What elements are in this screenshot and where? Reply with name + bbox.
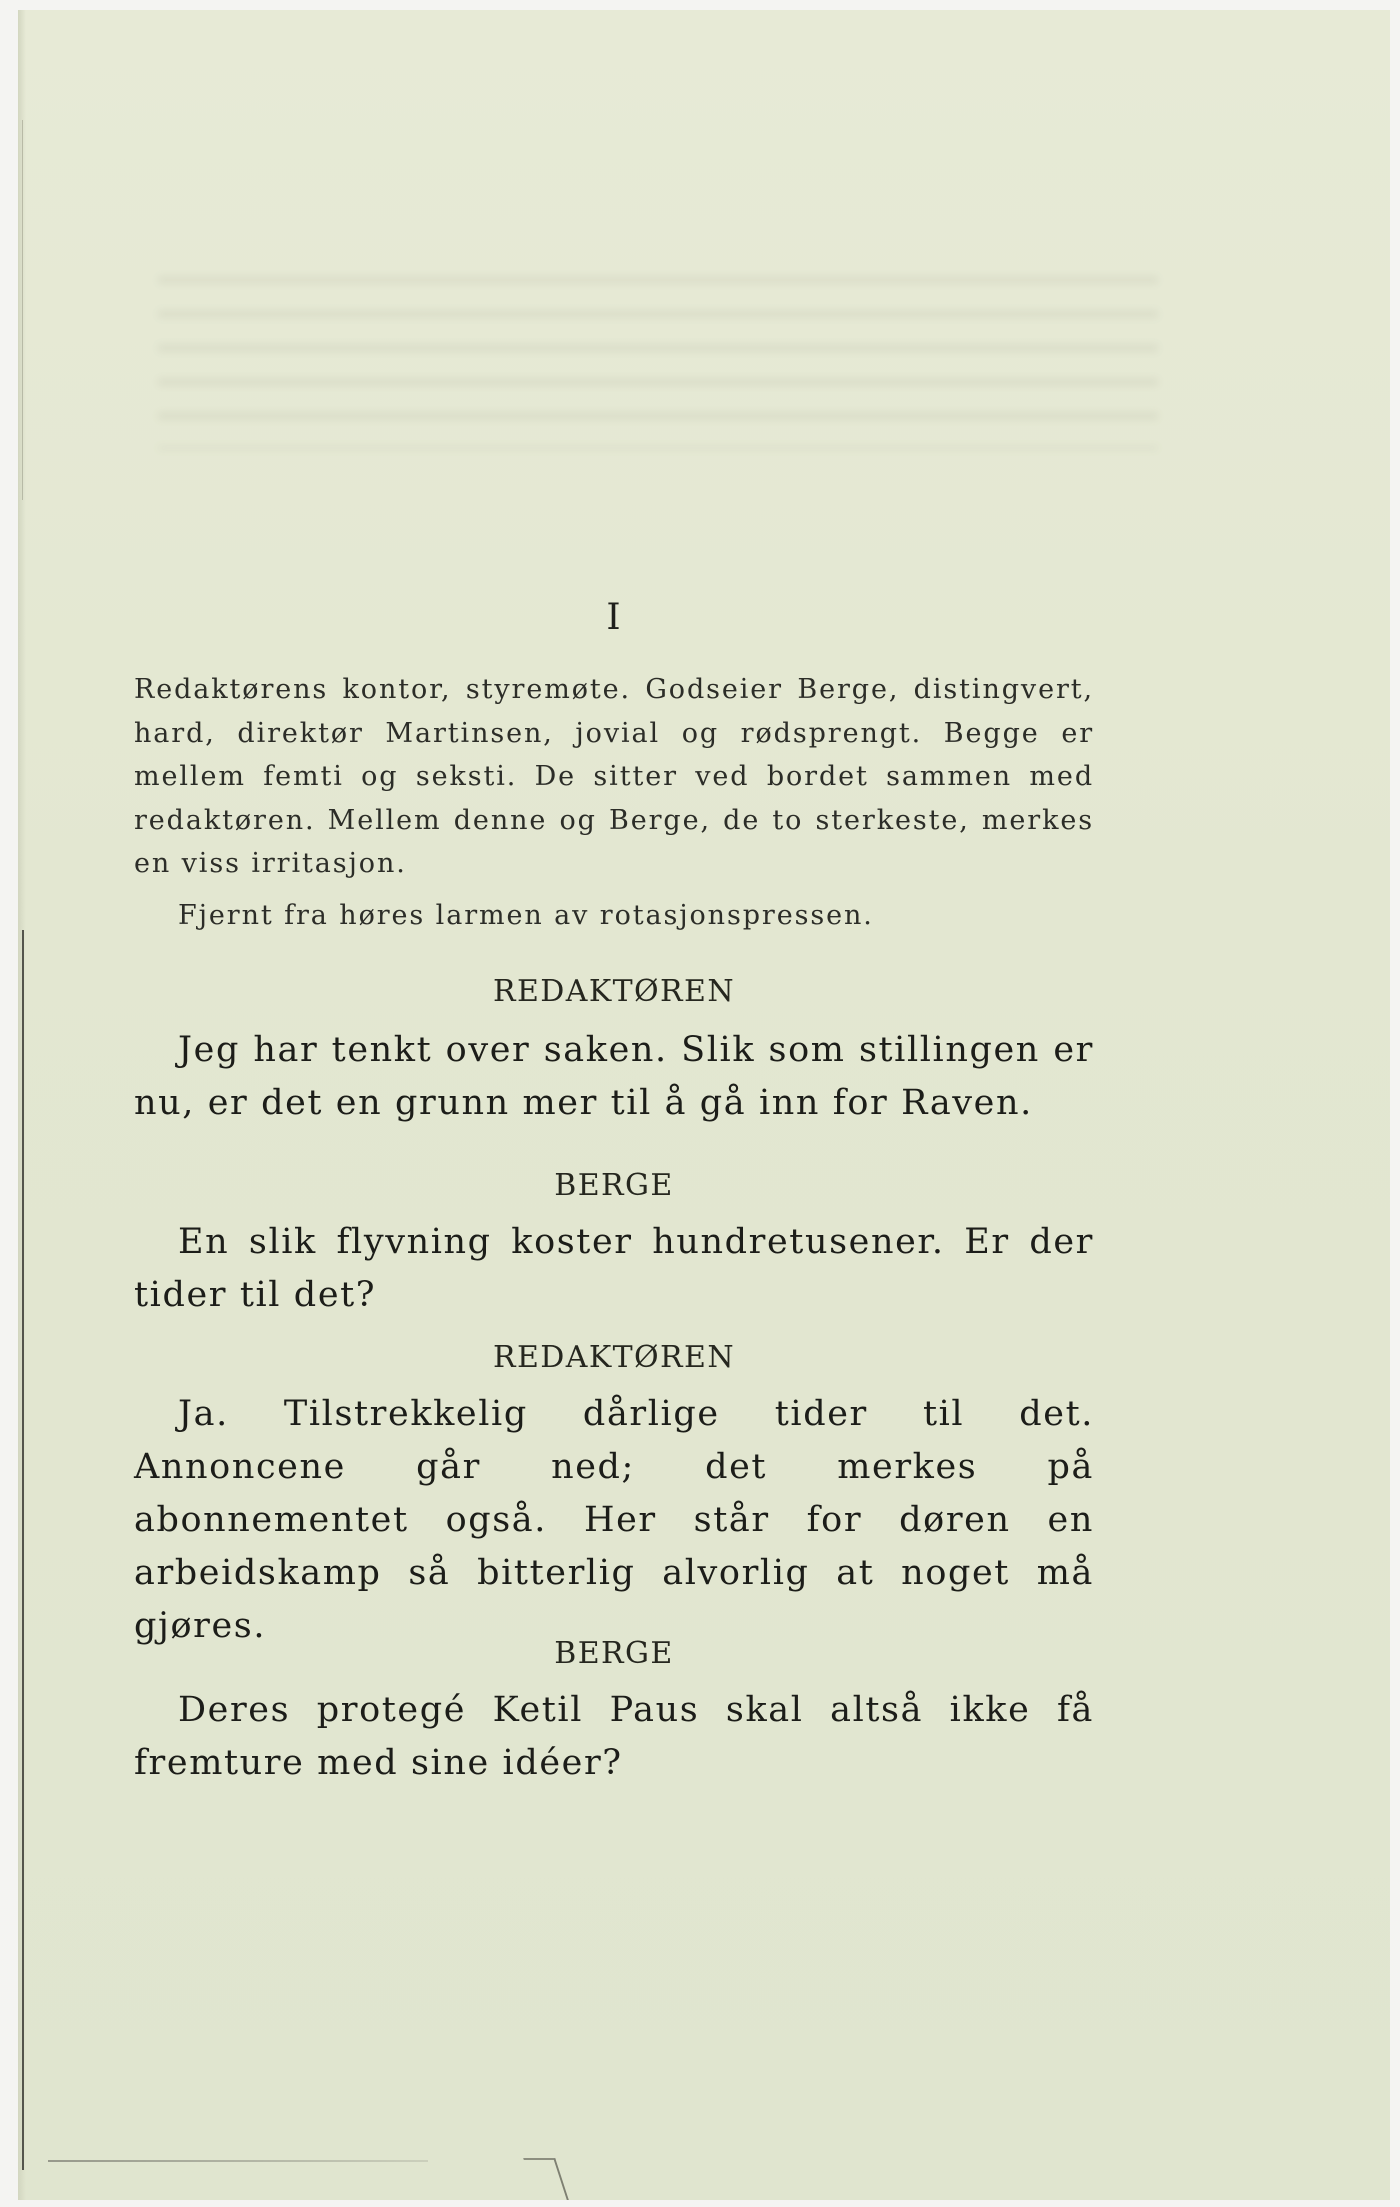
speaker-name: BERGE [554, 1636, 674, 1671]
gutter-line [22, 930, 24, 2170]
stage-direction-sound: Fjernt fra høres larmen av rotasjonspressen. [178, 900, 874, 931]
show-through-text [158, 250, 1158, 450]
bottom-scan-artifact [523, 2158, 569, 2200]
gutter-shadow [22, 120, 23, 500]
speaker-name: REDAKTØREN [493, 974, 735, 1009]
speech-line: Ja. Tilstrekkelig dårlige tider til det. Annoncene går ned; det merkes på abonnementet også. Her står for døren en arbeidskamp så bitterlig alvorlig at noget må gjøres. [134, 1394, 1094, 1646]
stage-direction: Redaktørens kontor, styremøte. Godseier Berge, distingvert, hard, direktør Martinsen, jovial og rødsprengt. Begge er mellem femti og seksti. De sitter ved bordet sammen med redaktøren. Mellem denne og Berge, de to sterkeste, merkes en viss irritasjon. [134, 674, 1094, 879]
speech-line: Deres protegé Ketil Paus skal altså ikke få fremture med sine idéer? [134, 1690, 1094, 1783]
section-number: I [606, 597, 622, 638]
book-page [18, 10, 1390, 2200]
speaker-name: REDAKTØREN [493, 1340, 735, 1375]
speech-line: En slik flyvning koster hundretusener. Er der tider til det? [134, 1222, 1094, 1315]
bottom-edge-mark [48, 2160, 428, 2162]
speech-line: Jeg har tenkt over saken. Slik som stillingen er nu, er det en grunn mer til å gå inn for Raven. [134, 1030, 1094, 1123]
speaker-name: BERGE [554, 1168, 674, 1203]
